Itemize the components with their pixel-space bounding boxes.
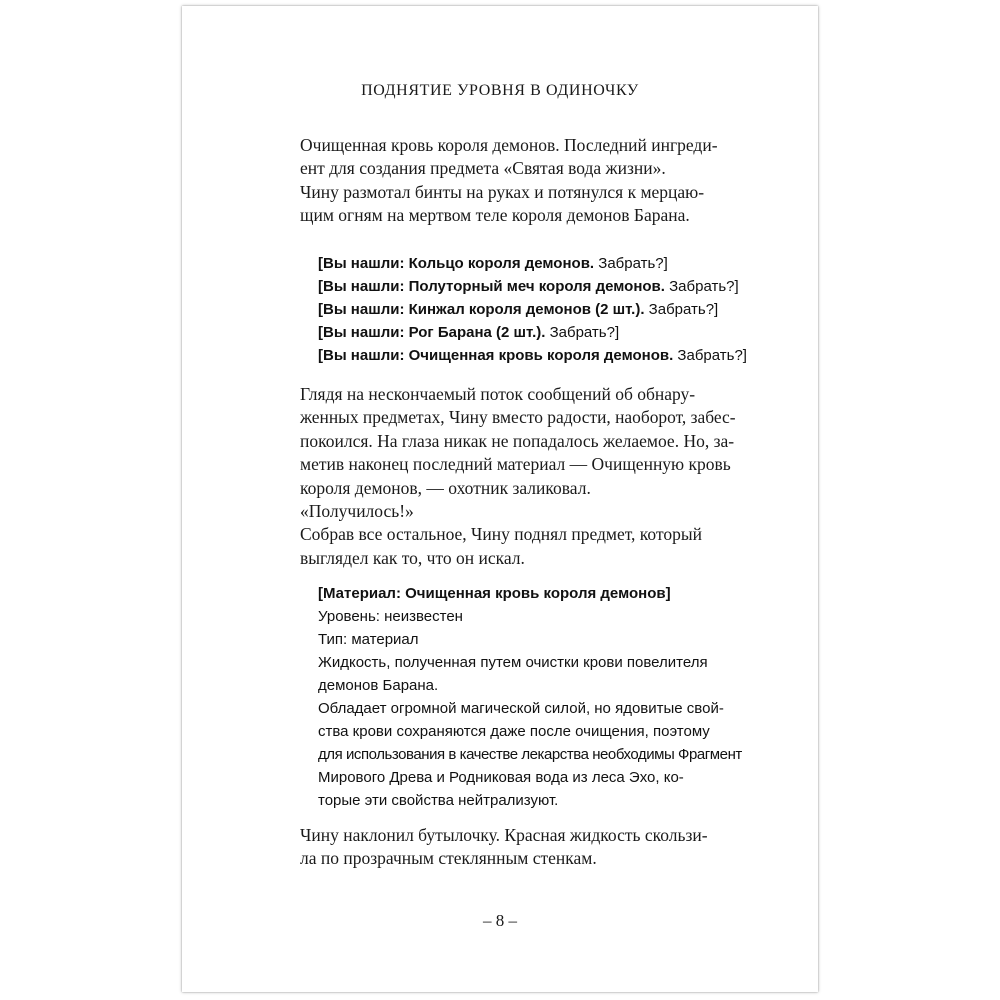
found-item-prompt: Забрать?] [594, 255, 668, 272]
found-item-prompt: Забрать?] [673, 347, 747, 364]
item-card-line: Обладает огромной магической силой, но ядовитые свой- [318, 700, 724, 717]
item-card-line: для использования в качестве лекарства необходимы Фрагмент [318, 746, 742, 763]
item-card-line: торые эти свойства нейтрализуют. [318, 792, 559, 809]
paragraph-line: женных предметах, Чину вместо радости, наоборот, забес- [300, 407, 736, 428]
paragraph-line: покоился. На глаза никак не попадалось желаемое. Но, за- [300, 430, 735, 451]
item-card-line: Уровень: неизвестен [318, 608, 463, 625]
item-card-line: Мирового Древа и Родниковая вода из леса Эхо, ко- [318, 769, 684, 786]
found-item [318, 344, 758, 367]
paragraph-2 [300, 383, 736, 570]
paragraph-line: короля демонов, — охотник заликовал. [300, 477, 591, 498]
paragraph-line: ент для создания предмета «Святая вода жизни». [300, 158, 666, 179]
item-card [318, 582, 758, 812]
paragraph-line: выглядел как то, что он искал. [300, 547, 525, 568]
item-card-line: Тип: материал [318, 631, 419, 648]
found-item [318, 275, 758, 298]
item-card-line: демонов Барана. [318, 677, 439, 694]
paragraph-line: метив наконец последний материал — Очищенную кровь [300, 454, 731, 475]
found-item-bold: [Вы нашли: Очищенная кровь короля демонов. [318, 347, 674, 364]
book-page [182, 6, 818, 992]
paragraph-line: Чину наклонил бутылочку. Красная жидкость скользи- [300, 825, 708, 845]
paragraph-line: ла по прозрачным стеклянным стенкам. [300, 848, 597, 869]
running-head: ПОДНЯТИЕ УРОВНЯ В ОДИНОЧКУ [361, 82, 639, 99]
paragraph-line: Глядя на нескончаемый поток сообщений об обнару- [300, 384, 696, 404]
found-item-bold: [Вы нашли: Кольцо короля демонов. [318, 255, 595, 272]
paragraph-line: Чину размотал бинты на руках и потянулся к мерцаю- [300, 181, 705, 202]
item-card-title-text: [Материал: Очищенная кровь короля демонов] [318, 585, 671, 602]
paragraph-1 [300, 134, 736, 228]
paragraph-line: Собрав все остальное, Чину поднял предмет, который [300, 524, 702, 545]
item-card-title [318, 582, 758, 605]
item-card-line: Жидкость, полученная путем очистки крови повелителя [318, 654, 708, 671]
found-item-bold: [Вы нашли: Кинжал короля демонов (2 шт.). [318, 301, 645, 318]
found-item-prompt: Забрать?] [545, 324, 620, 341]
found-item-prompt: Забрать?] [664, 278, 739, 295]
item-card-line: ства крови сохраняются даже после очищения, поэтому [318, 723, 710, 740]
found-item-prompt: Забрать?] [644, 301, 719, 318]
found-item-bold: [Вы нашли: Рог Барана (2 шт.). [318, 324, 546, 341]
found-item-bold: [Вы нашли: Полуторный меч короля демонов. [318, 278, 665, 295]
found-item [318, 298, 758, 321]
found-item [318, 252, 758, 275]
found-item [318, 321, 758, 344]
paragraph-line: щим огням на мертвом теле короля демонов Барана. [300, 205, 690, 226]
found-items-block [318, 252, 758, 367]
paragraph-3 [300, 824, 736, 871]
paragraph-line: «Получилось!» [300, 501, 414, 522]
page-number: – 8 – [483, 911, 517, 930]
paragraph-line: Очищенная кровь короля демонов. Последний ингреди- [300, 135, 718, 155]
